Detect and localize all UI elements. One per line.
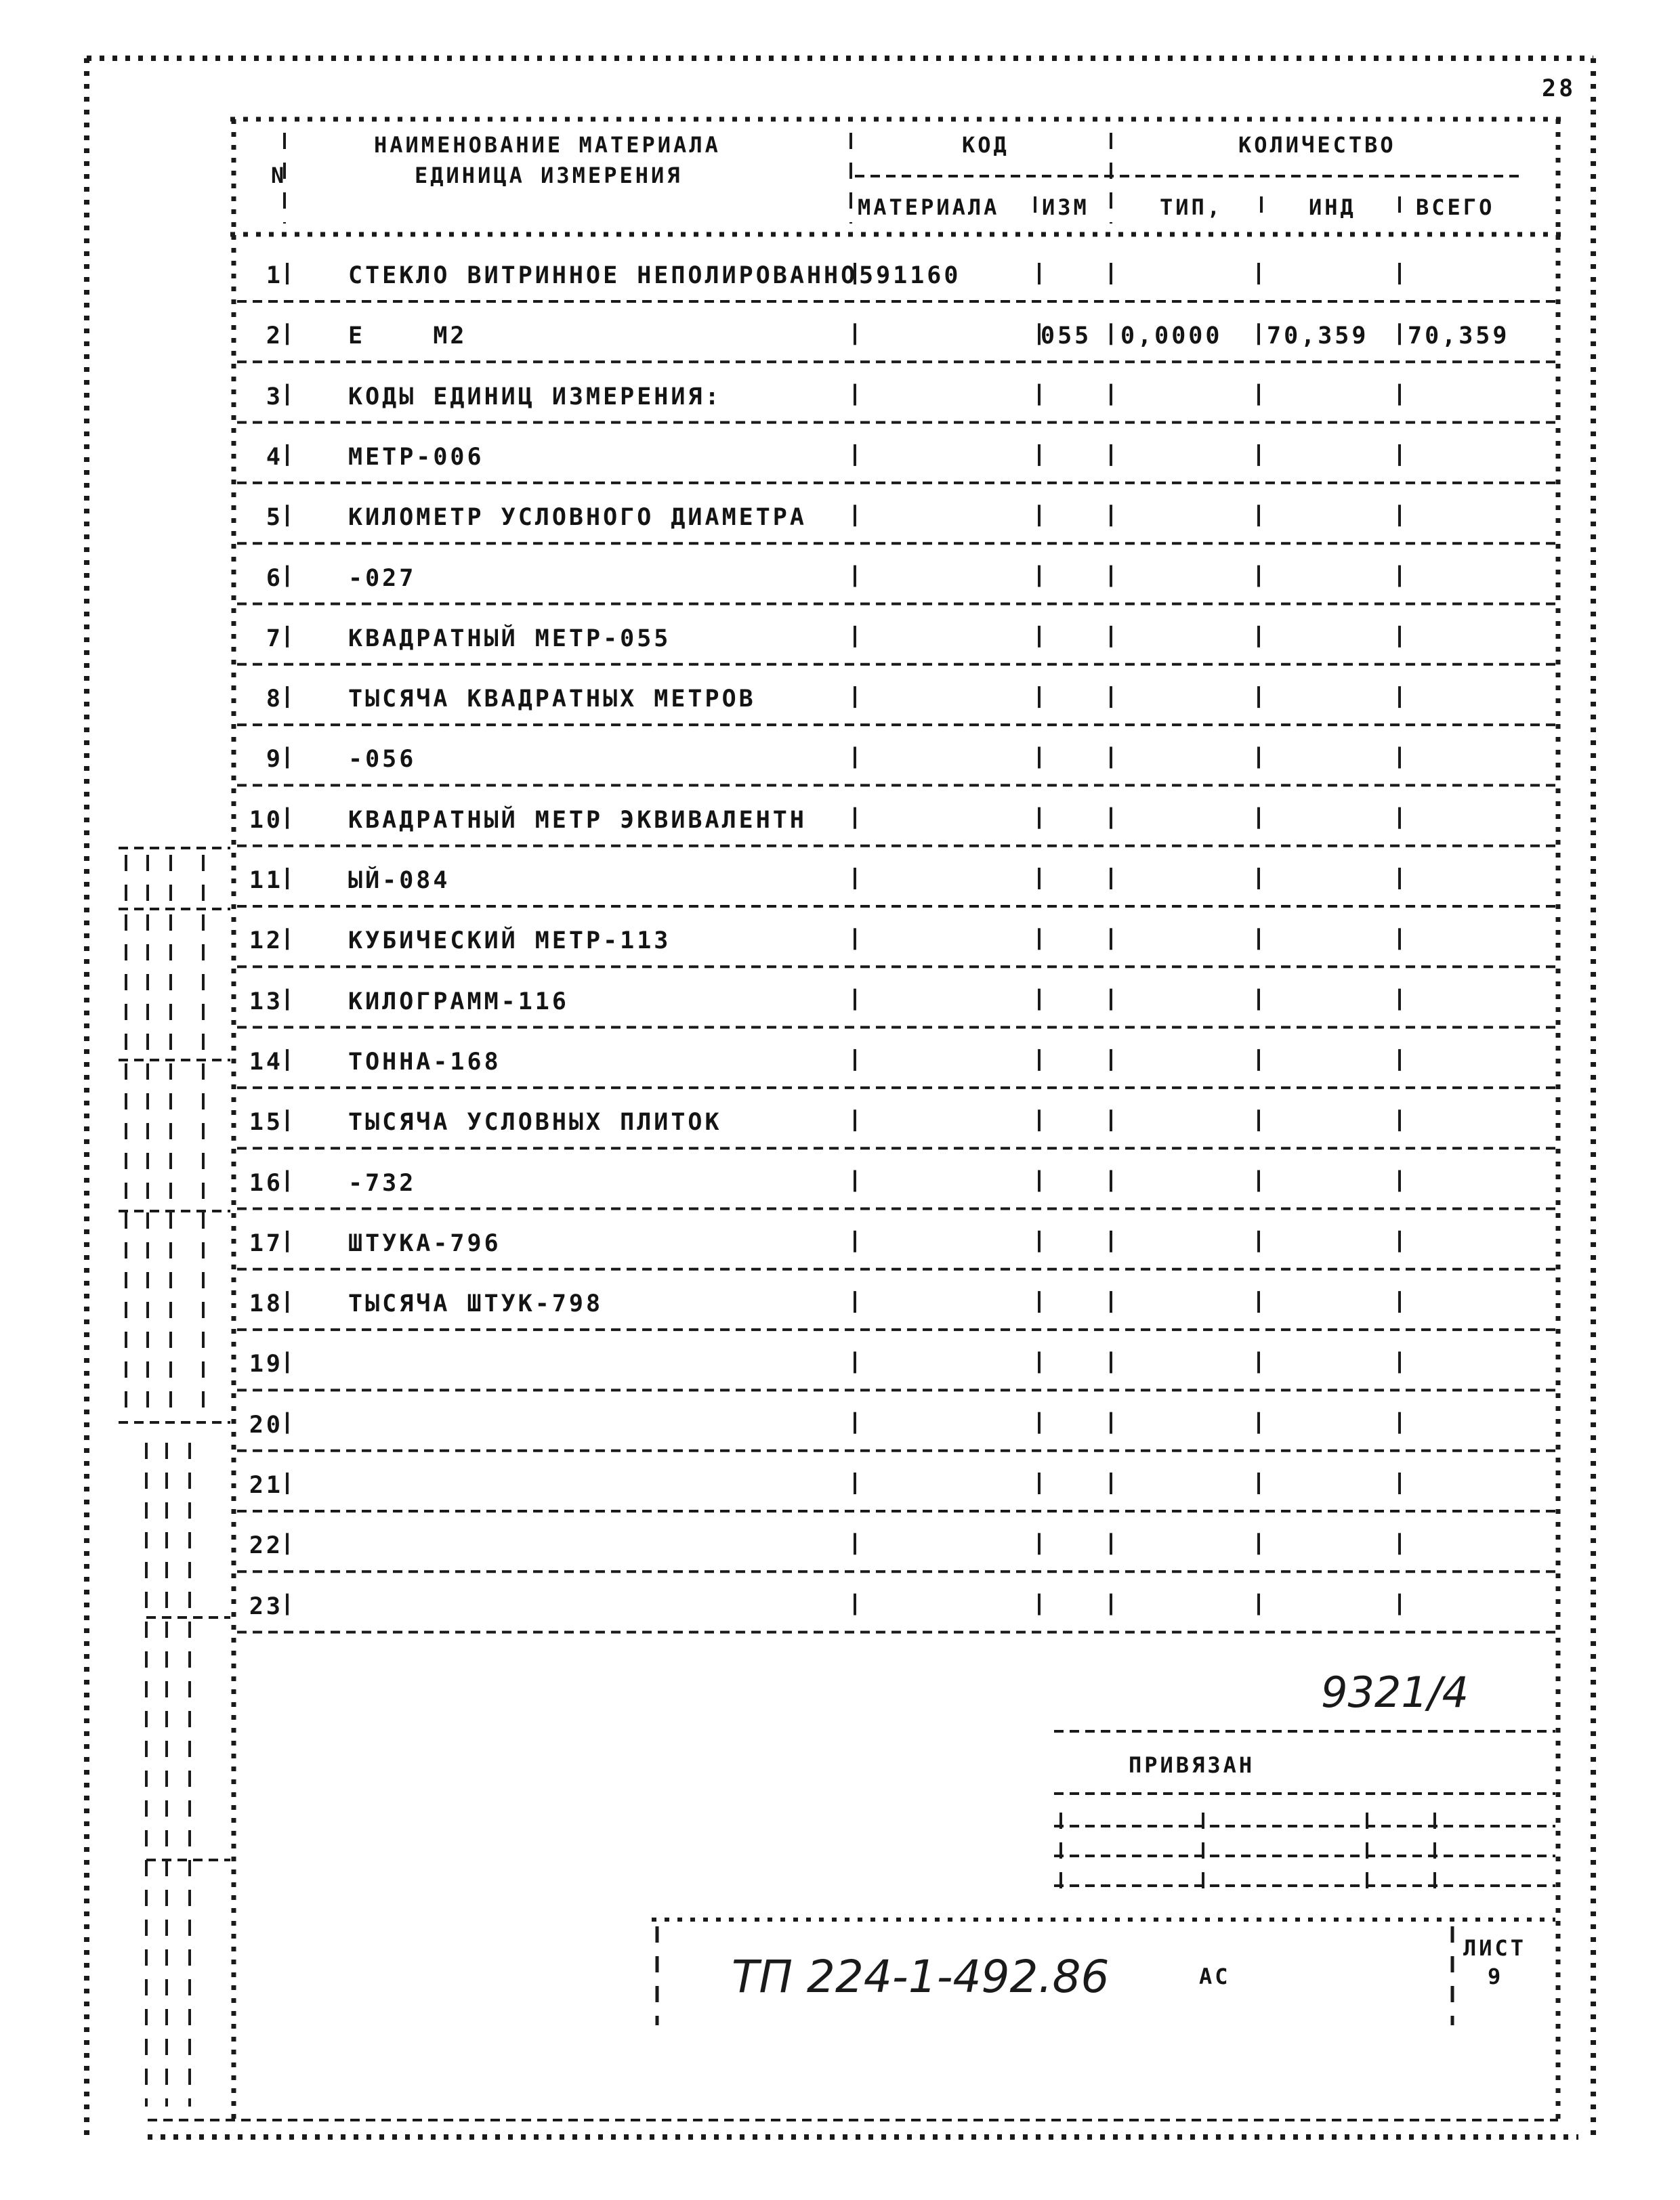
row-material-name: МЕТР-006 xyxy=(348,443,484,471)
row-number: 23 xyxy=(249,1592,283,1620)
header-code-unit: ИЗМ xyxy=(1042,194,1089,220)
row-number: 6 xyxy=(266,564,283,592)
row-number: 4 xyxy=(266,443,283,471)
row-qty-typ: 0,0000 xyxy=(1120,322,1223,350)
row-number: 10 xyxy=(249,806,283,834)
header-name-line2: ЕДИНИЦА ИЗМЕРЕНИЯ xyxy=(415,163,683,188)
row-unit-code: 055 xyxy=(1041,322,1092,350)
row-number: 20 xyxy=(249,1411,283,1439)
row-material-name: ТОННА-168 xyxy=(348,1048,501,1076)
row-material-name: -732 xyxy=(348,1169,417,1197)
row-number: 2 xyxy=(266,322,283,350)
row-number: 3 xyxy=(266,383,283,410)
row-material-name: ТЫСЯЧА КВАДРАТНЫХ МЕТРОВ xyxy=(348,685,756,713)
row-material-name: -027 xyxy=(348,564,417,592)
binding-label: ПРИВЯЗАН xyxy=(1129,1752,1255,1778)
row-material-name: ТЫСЯЧА ШТУК-798 xyxy=(348,1290,604,1318)
header-name-line1: НАИМЕНОВАНИЕ МАТЕРИАЛА xyxy=(374,132,721,158)
row-number: 5 xyxy=(266,504,283,532)
row-number: 8 xyxy=(266,685,283,713)
set-code: АС xyxy=(1199,1964,1231,1989)
row-material-name: Е М2 xyxy=(348,322,467,350)
row-material-name: КИЛОМЕТР УСЛОВНОГО ДИАМЕТРА xyxy=(348,504,807,532)
row-number: 18 xyxy=(249,1290,283,1318)
row-qty-total: 70,359 xyxy=(1408,322,1510,350)
row-number: 21 xyxy=(249,1472,283,1499)
top-sheet-number: 28 xyxy=(1542,75,1576,102)
header-quantity-label: КОЛИЧЕСТВО xyxy=(1238,132,1396,158)
row-number: 19 xyxy=(249,1351,283,1378)
row-number: 9 xyxy=(266,746,283,774)
row-material-name: КВАДРАТНЫЙ МЕТР-055 xyxy=(348,625,671,652)
row-material-name: -056 xyxy=(348,746,417,774)
row-material-code: 591160 xyxy=(859,262,961,289)
row-number: 14 xyxy=(249,1048,283,1076)
row-number: 15 xyxy=(249,1109,283,1137)
row-number: 1 xyxy=(266,262,283,289)
row-material-name: СТЕКЛО ВИТРИННОЕ НЕПОЛИРОВАННО xyxy=(348,262,858,289)
header-qty-ind: ИНД xyxy=(1309,194,1356,220)
sheet-number: 9 xyxy=(1488,1964,1504,1989)
header-code-label: КОД xyxy=(962,132,1009,158)
row-number: 17 xyxy=(249,1229,283,1257)
row-number: 13 xyxy=(249,988,283,1015)
row-number: 11 xyxy=(249,867,283,894)
header-code-material: МАТЕРИАЛА xyxy=(858,194,1000,220)
row-material-name: ШТУКА-796 xyxy=(348,1229,501,1257)
row-material-name: КОДЫ ЕДИНИЦ ИЗМЕРЕНИЯ: xyxy=(348,383,722,410)
row-qty-ind: 70,359 xyxy=(1267,322,1369,350)
document-designation: ТП 224-1-492.86 xyxy=(732,1951,1110,2003)
row-material-name: ТЫСЯЧА УСЛОВНЫХ ПЛИТОК xyxy=(348,1109,722,1137)
header-number-label: N xyxy=(271,163,287,188)
row-material-name: КВАДРАТНЫЙ МЕТР ЭКВИВАЛЕНТН xyxy=(348,806,807,834)
row-number: 12 xyxy=(249,927,283,955)
row-number: 22 xyxy=(249,1532,283,1560)
header-qty-total: ВСЕГО xyxy=(1416,194,1495,220)
header-qty-typ: ТИП, xyxy=(1160,194,1223,220)
row-number: 16 xyxy=(249,1169,283,1197)
row-material-name: КИЛОГРАММ-116 xyxy=(348,988,569,1015)
handwritten-project-number: 9321/4 xyxy=(1321,1668,1469,1717)
row-material-name: ЫЙ-084 xyxy=(348,867,450,894)
sheet-label: ЛИСТ xyxy=(1463,1935,1527,1961)
row-number: 7 xyxy=(266,625,283,652)
row-material-name: КУБИЧЕСКИЙ МЕТР-113 xyxy=(348,927,671,955)
